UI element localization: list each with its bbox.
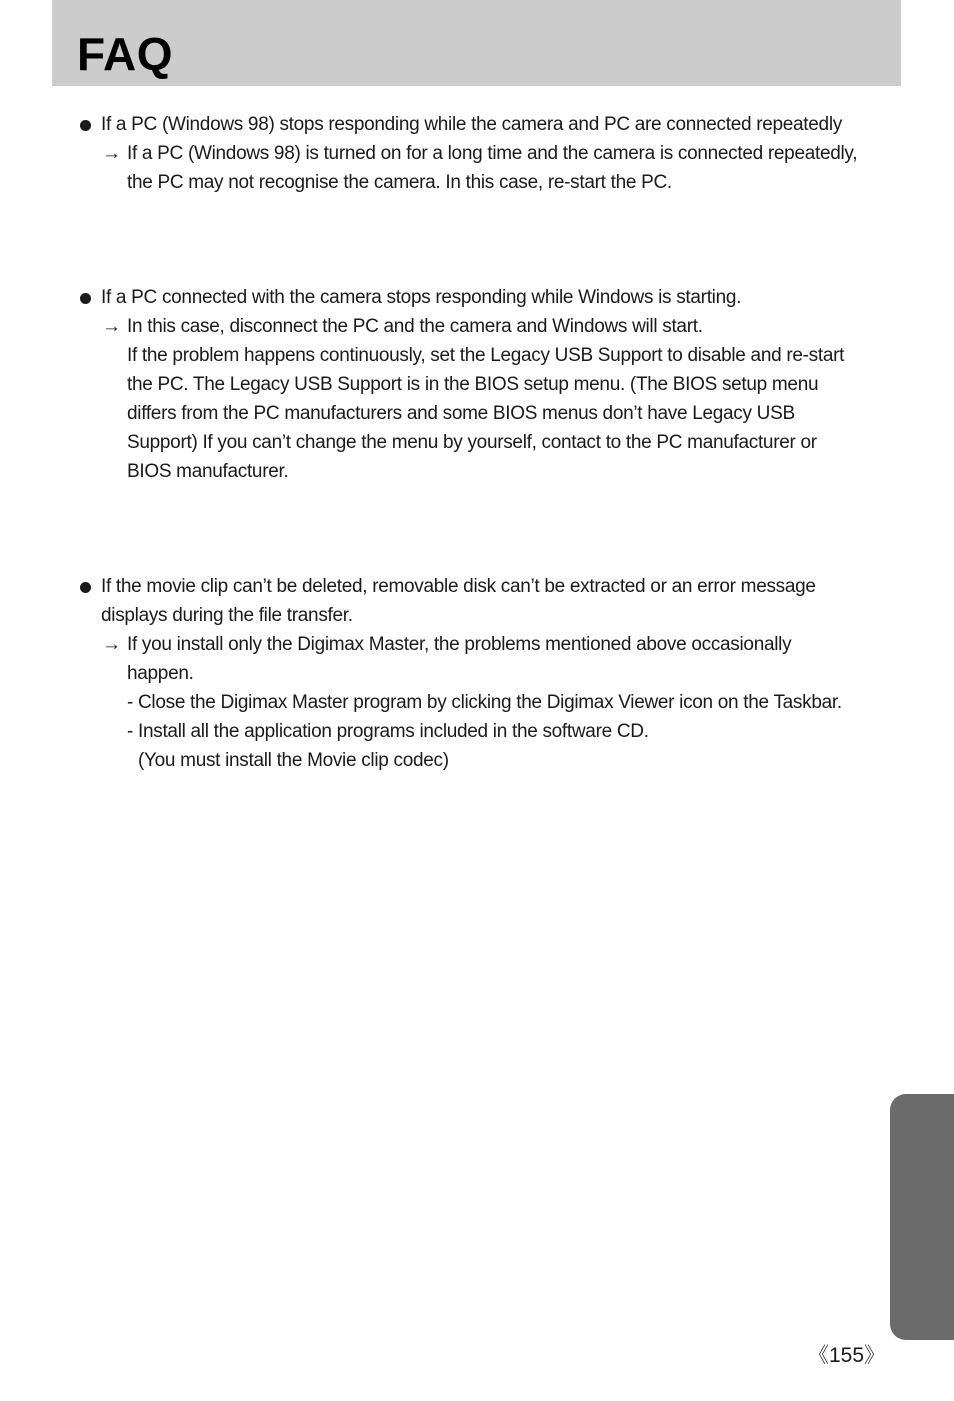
- detail-text: - Install all the application programs included in the software CD.: [127, 721, 649, 742]
- question-text: displays during the file transfer.: [101, 605, 353, 626]
- answer-text: If a PC (Windows 98) is turned on for a long time and the camera is connected repeatedly,: [127, 143, 858, 164]
- faq-answer: [78, 630, 888, 659]
- answer-text: the PC. The Legacy USB Support is in the BIOS setup menu. (The BIOS setup menu: [127, 374, 819, 395]
- page-number: 《155》: [808, 1344, 886, 1367]
- header-band: [52, 0, 901, 86]
- answer-text: differs from the PC manufacturers and some BIOS menus don’t have Legacy USB: [127, 403, 795, 424]
- bullet-icon: [80, 582, 91, 593]
- question-text: If a PC connected with the camera stops responding while Windows is starting.: [101, 287, 742, 308]
- bullet-icon: [80, 293, 91, 304]
- arrow-right-icon: →: [102, 634, 121, 655]
- faq-question: [78, 283, 888, 312]
- chapter-side-tab: [890, 1094, 954, 1340]
- faq-answer: [78, 139, 888, 168]
- arrow-right-icon: →: [102, 143, 121, 164]
- answer-text: the PC may not recognise the camera. In this case, re-start the PC.: [127, 172, 672, 193]
- answer-text: Support) If you can’t change the menu by yourself, contact to the PC manufacturer or: [127, 432, 817, 453]
- detail-text: (You must install the Movie clip codec): [138, 750, 449, 771]
- faq-question: [78, 110, 888, 139]
- faq-answer: [78, 312, 888, 341]
- answer-text: If you install only the Digimax Master, the problems mentioned above occasionally: [127, 634, 792, 655]
- question-text: If a PC (Windows 98) stops responding while the camera and PC are connected repeatedly: [101, 114, 842, 135]
- answer-text: happen.: [127, 663, 194, 684]
- detail-text: - Close the Digimax Master program by clicking the Digimax Viewer icon on the Taskbar.: [127, 692, 842, 713]
- faq-item: [78, 572, 888, 775]
- bullet-icon: [80, 120, 91, 131]
- answer-text: BIOS manufacturer.: [127, 461, 289, 482]
- answer-text: If the problem happens continuously, set the Legacy USB Support to disable and re-start: [127, 345, 845, 366]
- faq-question: [78, 572, 888, 601]
- faq-item: [78, 283, 888, 486]
- question-text: If the movie clip can’t be deleted, removable disk can’t be extracted or an error message: [101, 576, 816, 597]
- faq-item: [78, 110, 888, 197]
- arrow-right-icon: →: [102, 316, 121, 337]
- page-title: FAQ: [77, 28, 174, 80]
- answer-text: In this case, disconnect the PC and the camera and Windows will start.: [127, 316, 703, 337]
